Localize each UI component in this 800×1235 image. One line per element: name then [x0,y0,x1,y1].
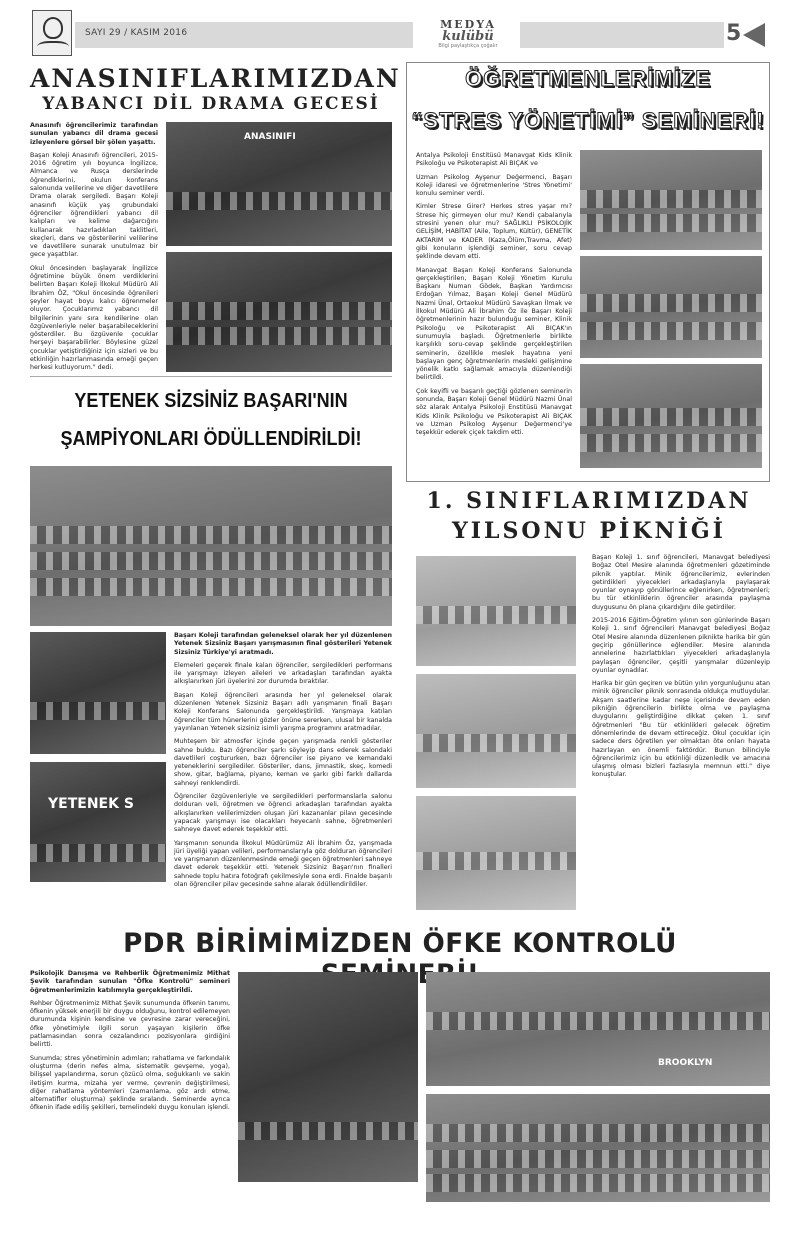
article2-photo-audience1 [580,150,762,250]
article3-text [174,632,392,894]
article3-photo-banner [30,762,166,882]
article3-paragraph: Elemeleri geçerek finale kalan öğrenciler, sergiledikleri performans ile yarışmayı izleyen aileleri ve arkadaşları tarafından ayakta alkışlanırken jüri üyelerini zor durumda bıraktılar. [174,661,392,686]
tshirt-print-text: BROOKLYN [658,1058,713,1068]
article2-paragraph: Antalya Psikoloji Enstitüsü Manavgat Kids Klinik Psikoloğu ve Psikoterapist Ali BIÇAK ve [416,152,572,168]
article1-paragraph: Okul öncesinden başlayarak İngilizce öğretimine büyük önem verdiklerini belirten Başarı Koleji İlkokul Müdürü Ali İbrahim ÖZ, "Okul öncesinde öğrenileri şeyler hayat boyu kalıcı öğrenmeler oluyor. Çocuklarımız yabancı dil bilgilerinin yanı sıra kendilerine olan özgüvenleriyle neler başarabileceklerini gösterdiler. Bu özgüvenle çocuklar herşeyi başarabilirler. Böylesine güzel çocuklar yetiştirdiğiniz için sizleri ve bu etkinliğin hazırlanmasında emeği geçen herkesi kutluyorum." dedi. [30,264,158,372]
article5-photo-presenter [238,972,418,1182]
article4-photo-kids1 [416,556,576,666]
article2-paragraph: Manavgat Başarı Koleji Konferans Salonunda gerçekleştirilen, Başarı Koleji Yönetim Kurulu Başkanı Numan Gödek, Başkan Yardımcısı Erdoğan Yılmaz, Başarı Koleji Genel Müdürü Nazmi Ünal, Ortaokul Müdürü Savaşkan İlmak ve İlkokul Müdürü Ali İbrahim Öz ile Başarı Koleji öğretmenlerinin hazır bulunduğu seminer, Klinik Psikoloğu ve Psikoterapist Ali BIÇAK'ın sunumuyla başladı. Öğretmenlerle birlikte karşılıklı soru-cevap şeklinde gerçekleştirilen seminerin, özellikle meslek hayatına yeni başlayan genç öğretmenlerin mesleki gelişimine yönelik katkı sağlamak amacıyla düzenlendiği belirtildi. [416,266,572,382]
divider [30,376,392,377]
article1-text [30,122,158,378]
article5-lead: Psikolojik Danışma ve Rehberlik Öğretmenimiz Mithat Şevik tarafından sunulan "Öfke Kontrolü" semineri öğretmenlerimizin katılımıyla gerçekleştirildi. [30,970,230,994]
article4-paragraph: Başarı Koleji 1. sınıf öğrencileri, Manavgat belediyesi Boğaz Otel Mesire alanında öğretmenleri gözetiminde piknik yaptılar. Minik öğrencilerimiz, evlerinden getirdikleri yiyecekleri arkadaşlarıyla paylaşarak oyunlar oynayıp gönüllerince eğlenirken, öğretmenleri; bu tür etkinliklerin öğrenciler arasında paylaşma duygusunu ön plana çıkardığını dile getirdiler. [592,554,770,611]
article4-text [592,554,770,785]
article5-paragraph: Sunumda; stres yönetiminin adımları; rahatlama ve farkındalık oluşturma (derin nefes alma, sistematik gevşeme, yoga), bilişsel yapılandırma, sorun çözücü olma, soğukkanlı ve sakin iletişim kurma, mizaha yer verme, çevrenin değiştirilmesi, diğer rahatlama yöntemleri (zamanlama, göz ardı etme, alternatifler oluşturma) şeklinde sıralandı. Seminerde ayrıca öfkenin ifade ediliş şekilleri, temelindeki duygu konuları işlendi. [30,1054,230,1112]
article4-paragraph: Harika bir gün geçiren ve bütün yılın yorgunluğunu atan minik öğrenciler piknik sonrasında oldukça mutluydular. Akşam saatlerine kadar neşe içerisinde devam eden pikniğin öğrencilerin birlikte olma ve paylaşma duygularını geliştirdiğine dikkat çeken 1. sınıf öğretmenleri "Bu tür etkinlikleri gelecek öğretim dönemlerinde de devam ettireceğiz. Okul çocuklar için sadece ders öğretilen yer olmaktan öte onları hayata hazırlayan en önemli faktördür. Bunun bilinciyle öğrencilerimiz için bu etkinliği düzenledik ve amacına ulaşmış olması bizleri fazlasıyla memnun etti." diye konuştular. [592,680,770,779]
page-number: 5 [726,21,742,46]
article3-paragraph: Yarışmanın sonunda İlkokul Müdürümüz Ali İbrahim Öz, yarışmada jüri üyeliği yapan velileri, performanslarıyla göz dolduran öğrencileri ve yarışmanın düzenlenmesinde emeği geçen öğretmenleri sahneye davet ederek teşekkür etti. Yetenek Sizsiniz Başarı'nın finalleri sahnede toplu hatıra fotoğrafı çekilmesiyle sona erdi. Finalde başarılı olan öğrenciler pilav gecesinde sahne alarak ödüllendirildiler. [174,839,392,889]
article1-paragraph: Başarı Koleji Anasınıfı öğrencileri, 2015-2016 öğretim yılı boyunca İngilizce, Almanca ve Rusça derslerinde öğrendiklerini, okulun konferans salonunda velilerine ve diğer davetlilere Drama olarak sergiledi. Başarı Koleji anasınıfı küçük yaş grubundaki öğrenciler öğrendikleri yabancı dil kalıpları ve kelime dağarcığını kullanarak hazırladıkları taklitleri, skeçleri, dans ve gösterilerini velilerine ve davetlilere sunarak unutulmaz bir gece yaşattılar. [30,151,158,259]
article1-photo-group [166,252,392,372]
article3-title-line2: ŞAMPİYONLARI ÖDÜLLENDİRİLDİ! [60,428,362,450]
article1-title-line1: ANASINIFLARIMIZDAN [30,64,401,93]
article3-paragraph: Başarı Koleji öğrencileri arasında her yıl geleneksel olarak düzenlenen Yetenek Sizsiniz Başarı adlı yarışmanın finali Başarı Koleji Konferans Salonunda gerçekleştirildi. Yarışmaya katılan öğrenciler tüm hünerlerini gözler önüne sererken, ulusal bir kanalda yayınlanan Yetenek sizsiniz isimli yarışma programını aratmadılar. [174,691,392,732]
article2-photo-audience2 [580,256,762,358]
issue-info: SAYI 29 / KASIM 2016 [85,28,188,38]
talent-banner-text: YETENEK S [48,796,134,812]
article4-photo-kids3 [416,796,576,910]
article3-paragraph: Öğrenciler özgüvenleriyle ve sergiledikleri performanslarla salonu dolduran veli, öğretmen ve öğrenci arkadaşları tarafından ayakta alkışlanırken velilerimizden oluşan jüri kazananlar pilavı gecesinde yapacak yarışmayı ise olacakları heyecanlı sahne, öğretmenleri sahneye davet ederek teşekkür etti. [174,793,392,834]
page-header [0,0,800,58]
article1-title-line2: YABANCI DİL DRAMA GECESİ [42,94,380,114]
logo-slogan: Bilgi paylaştıkça çoğalır [438,43,498,49]
page-arrow-icon [743,23,765,47]
article4-title-line1: 1. SINIFLARIMIZDAN [426,488,752,514]
header-bar-left [75,22,413,48]
media-club-logo [418,18,518,50]
article5-photo-flowers [426,972,770,1086]
article5-text [30,970,230,1118]
article4-title-line2: YILSONU PİKNİĞİ [452,518,726,544]
article2-text [416,152,572,443]
article2-title-line1: ÖĞRETMENLERİMİZE [465,66,711,91]
article1-photo-stage [166,122,392,246]
article4-paragraph: 2015-2016 Eğitim-Öğretim yılının son günlerinde Başarı Koleji 1. sınıf öğrencileri Manavgat belediyesi Boğaz Otel Mesire alanında düzenlenen piknikte harika bir gün geçirip gönüllerince eğlendiler. Mesire alanında annelerine hazırlattıkları yiyecekleri arkadaşlarıyla paylaşan öğrenciler, çeşitli yarışmalar düzenleyip oyunlar oynadılar. [592,617,770,674]
article4-photo-kids2 [416,674,576,788]
article1-lead: Anasınıfı öğrencilerimiz tarafından sunulan yabancı dil drama gecesi izleyenlere görsel bir şölen yaşattı. [30,122,158,146]
article5-title: PDR BİRİMİMİZDEN ÖFKE KONTROLÜ [123,928,677,959]
article5-photo-group [426,1094,770,1202]
article2-photo-audience3 [580,364,762,468]
article3-photo-group [30,466,392,626]
article3-lead: Başarı Koleji tarafından geleneksel olarak her yıl düzenlenen Yetenek Sizsiniz Başarı yarışmasının final gösterileri Yetenek Sizsiniz Türkiye'yi aratmadı. [174,632,392,656]
article3-title-line1: YETENEK SİZSİNİZ BAŞARI'NIN [74,390,348,412]
article2-title-line2: “STRES YÖNETİMİ” SEMİNERİ! [411,108,765,133]
article2-paragraph: Çok keyifli ve başarılı geçtiği gözlenen seminerin sonunda, Başarı Koleji Genel Müdürü Nazmi Ünal söz alarak Antalya Psikoloji Enstitüsü Manavgat Kids Klinik Psikoloğu ve Psikoterapist Ali BIÇAK ve Uzman Psikolog Ayşenur Değermenci'ye teşekkür ederek çiçek takdim etti. [416,387,572,437]
article5-paragraph: Rehber Öğretmenimiz Mithat Şevik sunumunda öfkenin tanımı, öfkenin yüksek enerjili bir duygu olduğunu, kontrol edilemeyen durumunda kişinin kendisine ve çevresine zarar vereceğini, öfke yönetimiyle ilgili sorun yaşayan kişilerin öfke patlamasından sonra cezalandırıcı pozisyonlara girdiğini belirtti. [30,999,230,1049]
logo-top-text: MEDYA [440,18,496,31]
article3-photo-stage [30,632,166,754]
article3-paragraph: Muhteşem bir atmosfer içinde geçen yarışmada renkli gösteriler sahne buldu. Bazı öğrenciler şarkı söyleyip dans ederek salondaki davetlileri coştururken, bazı öğrenciler ise piyano ve kemandaki yeteneklerini sergilediler. Gösteriler, dans, jimnastik, skeç, komedi show, gitar, bağlama, piyano, keman ve şarkı gibi farklı dallarda sahneyi renklendirdi. [174,738,392,787]
article2-paragraph: Kimler Strese Girer? Herkes stres yaşar mı? Strese hiç girmeyen olur mu? Kendi çabalarıyla stresini yenen olur mu? SAĞLIKLI PSİKOLOJİK GELİŞİM, HABİTAT (Aile, Toplum, Kültür), GENETİK AKTARIM ve KADER (Kaza,Ölüm,Travma, Afet) gibi konuların işlendiği seminer, soru cevap şeklinde devam etti. [416,203,572,261]
article2-paragraph: Uzman Psikolog Ayşenur Değermenci, Başarı Koleji idaresi ve öğretmenlerine 'Stres Yönetimi' konulu seminer verdi. [416,173,572,198]
header-bar-right [520,22,724,48]
ataturk-portrait-icon [32,10,72,56]
logo-main-text: kulübü [442,29,494,44]
photo-sign-text: ANASINIFI [244,132,296,142]
